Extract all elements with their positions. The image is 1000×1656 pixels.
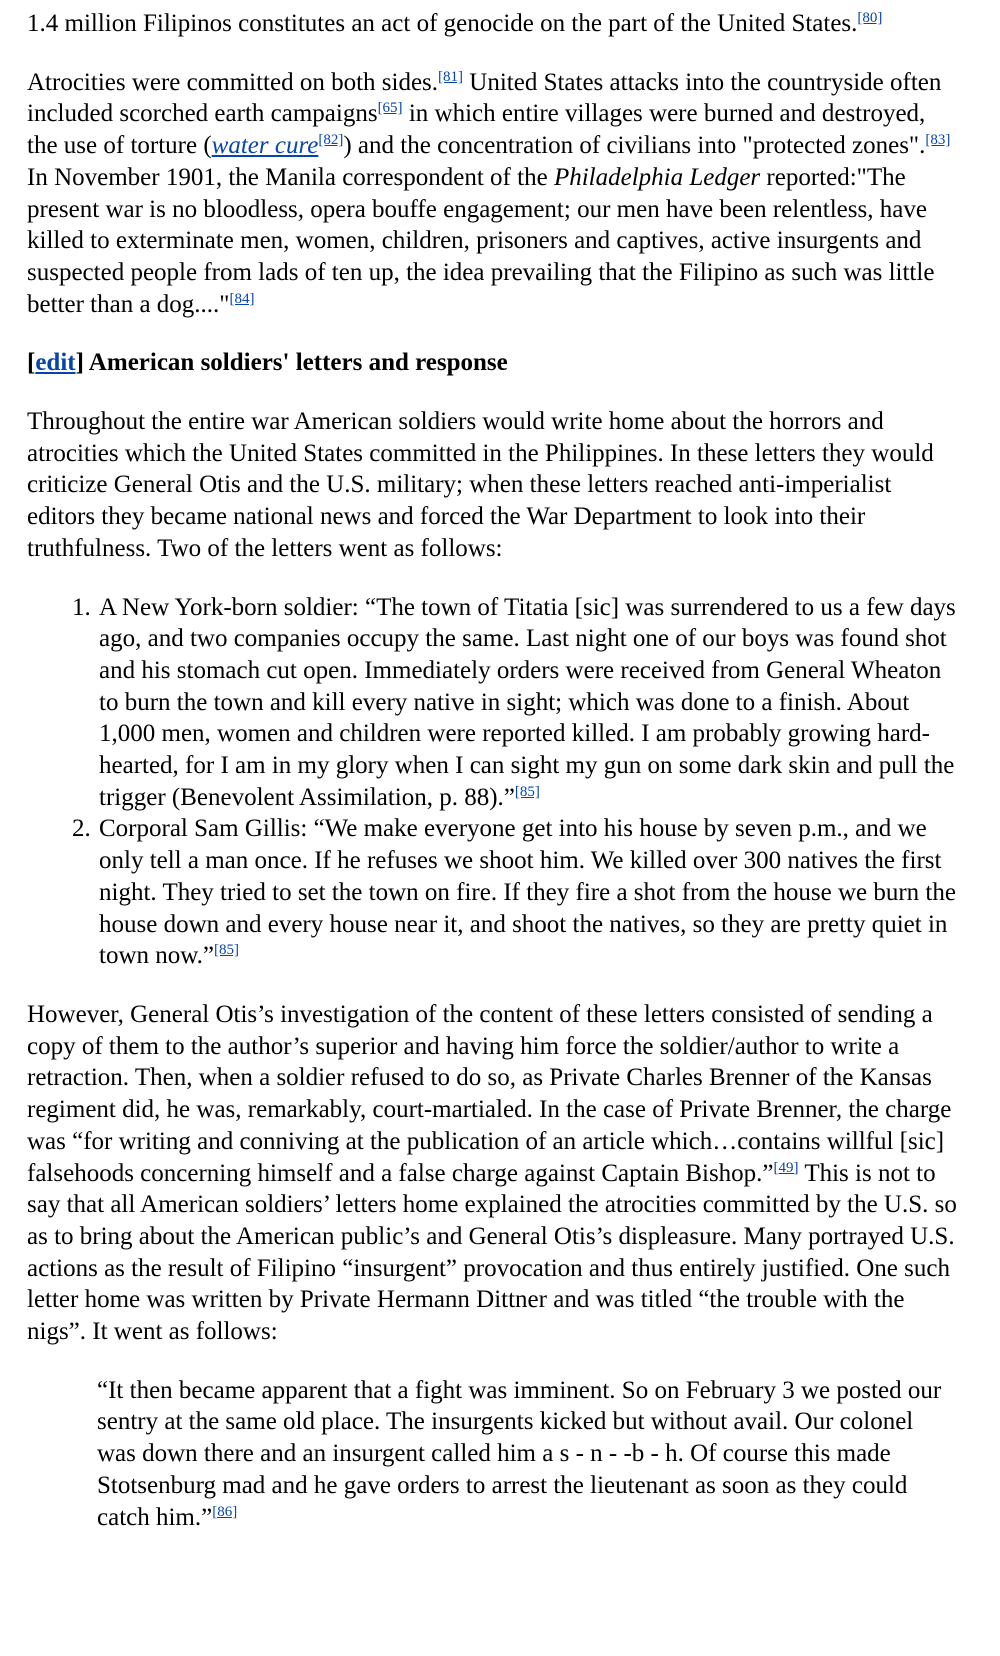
citation-link[interactable]: [49] bbox=[773, 1159, 799, 1176]
list-item bbox=[97, 813, 960, 972]
dittner-quote bbox=[27, 1375, 960, 1534]
intro-text: 1.4 million Filipinos constitutes an act of genocide on the part of the United States. bbox=[27, 10, 858, 37]
otis-text-2: This is not to say that all American soldiers’ letters home explained the atrocities committed by the U.S. so as to bring about the American public’s and General Otis’s displeasure. Many portrayed U.S. actions as the result of Filipino “insurgent” provocation and thus entirely justified. One such letter home was written by Private Hermann Dittner and was titled “the trouble with the nigs”. It went as follows: bbox=[27, 1159, 957, 1346]
letter-text: Corporal Sam Gillis: “We make everyone get into his house by seven p.m., and we only tell a man once. If he refuses we shoot him. We killed over 300 natives the first night. They tried to set the town on fire. If they fire a shot from the house we burn the house down and every house near it, and shoot the natives, so they are pretty quiet in town now.” bbox=[99, 815, 956, 970]
atrocities-text-3: in which entire villages were burned and destroyed, the use of torture ( bbox=[27, 100, 926, 160]
atrocities-text-6: reported:"The present war is no bloodless, opera bouffe engagement; our men have been relentless, have killed to exterminate men, women, children, prisoners and captives, active insurgents and suspected people from lads of ten up, the idea prevailing that the Filipino as such was little better than a dog...." bbox=[27, 163, 935, 318]
edit-section-link[interactable]: edit bbox=[35, 349, 76, 377]
letter-text: A New York-born soldier: “The town of Titatia [sic] was surrendered to us a few days ago, and two companies occupy the same. Last night one of our boys was found shot and his stomach cut open. Immediately orders were received from General Wheaton to burn the town and kill every native in sight; which was done to a finish. About 1,000 men, women and children were reported killed. I am probably growing hard-hearted, for I am in my glory when I can sight my gun on some dark skin and pull the trigger (Benevolent Assimilation, p. 88).” bbox=[99, 593, 956, 811]
section-heading bbox=[27, 347, 960, 379]
atrocities-text-2: United States attacks into the countryside often included scorched earth campaigns bbox=[27, 68, 942, 128]
intro-paragraph bbox=[27, 8, 960, 40]
citation-link[interactable]: [82] bbox=[318, 132, 344, 149]
citation-link[interactable]: [86] bbox=[212, 1503, 238, 1520]
water-cure-link[interactable]: water cure bbox=[211, 132, 319, 160]
section-title: American soldiers' letters and response bbox=[83, 349, 508, 377]
edit-bracket-close: ] bbox=[75, 349, 84, 377]
citation-link[interactable]: [80] bbox=[857, 10, 883, 26]
newspaper-title: Philadelphia Ledger bbox=[553, 163, 761, 191]
citation-link[interactable]: [85] bbox=[514, 783, 540, 800]
atrocities-paragraph bbox=[27, 67, 960, 321]
letters-intro-paragraph: Throughout the entire war American soldiers would write home about the horrors and atrocities which the United States committed in the Philippines. In these letters they would criticize General Otis and the U.S. military; when these letters reached anti-imperialist editors they became national news and forced the War Department to look into their truthfulness. Two of the letters went as follows: bbox=[27, 408, 934, 562]
citation-link[interactable]: [83] bbox=[925, 132, 951, 149]
quote-text: “It then became apparent that a fight was imminent. So on February 3 we posted our sentry at the same old place. The insurgents kicked but without avail. Our colonel was down there and an insurgent called him a s - n - -b - h. Of course this made Stotsenburg mad and he gave orders to arrest the lieutenant as soon as they could catch him.” bbox=[97, 1376, 942, 1531]
citation-link[interactable]: [84] bbox=[229, 290, 255, 307]
otis-text-1: However, General Otis’s investigation of the content of these letters consisted of sending a copy of them to the author’s superior and having him force the soldier/author to write a retraction. Then, when a soldier refused to do so, as Private Charles Brenner of the Kansas regiment did, he was, remarkably, court-martialed. In the case of Private Brenner, the charge was “for writing and conniving at the publication of an article which…contains willful [sic] falsehoods concerning himself and a false charge against Captain Bishop.” bbox=[27, 1000, 952, 1187]
atrocities-text-1: Atrocities were committed on both sides. bbox=[27, 68, 439, 96]
citation-link[interactable]: [81] bbox=[438, 68, 464, 85]
atrocities-text-4: ) and the concentration of civilians into "protected zones". bbox=[343, 132, 926, 160]
citation-link[interactable]: [65] bbox=[377, 100, 403, 117]
letters-list bbox=[27, 592, 960, 972]
list-item bbox=[97, 592, 960, 814]
edit-bracket-open: [ bbox=[27, 349, 36, 377]
citation-link[interactable]: [85] bbox=[214, 942, 240, 959]
otis-paragraph bbox=[27, 999, 960, 1348]
atrocities-text-5: In November 1901, the Manila correspondent of the bbox=[27, 163, 554, 191]
